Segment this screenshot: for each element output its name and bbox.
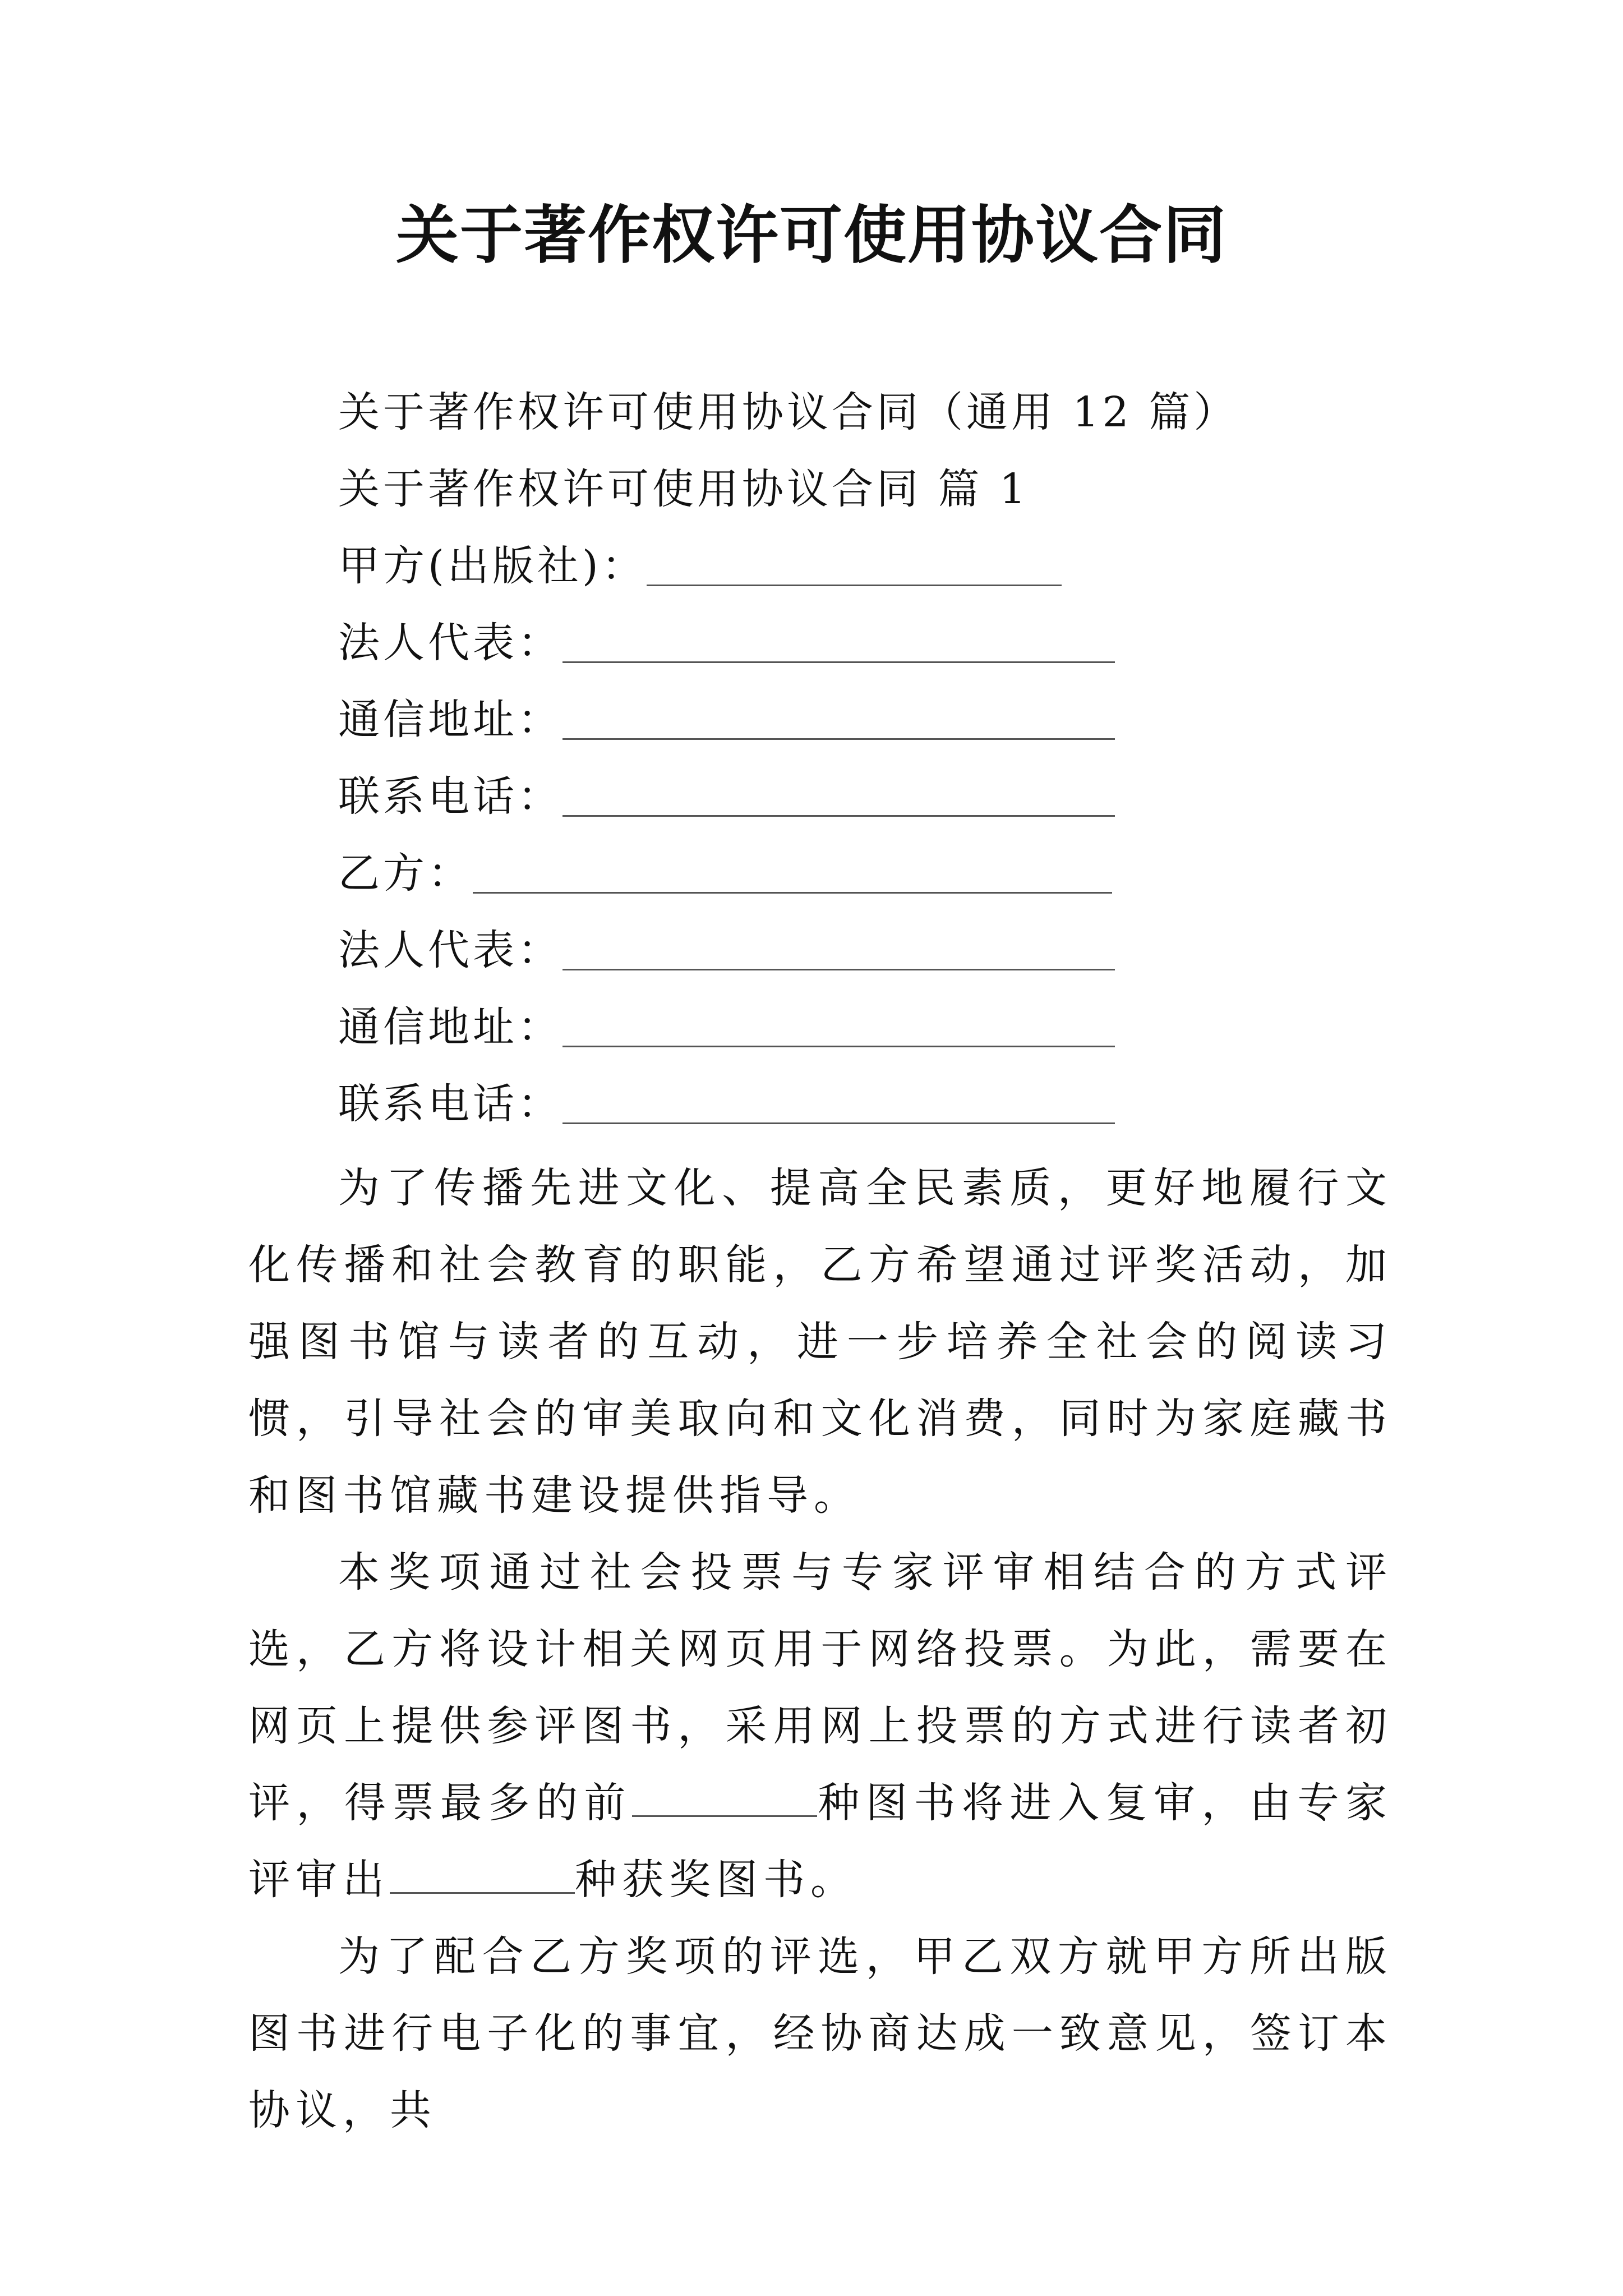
award-count-blank[interactable] bbox=[390, 1855, 575, 1894]
paragraph-voting-part-2: 种图书将进入复审，由专家评审出 bbox=[248, 1779, 1393, 1904]
party-a-address-field bbox=[338, 692, 1115, 748]
document-title: 关于著作权许可使用协议合同 bbox=[396, 199, 1227, 272]
party-a-representative-blank[interactable] bbox=[562, 621, 1115, 663]
party-b-label: 乙方： bbox=[338, 849, 473, 898]
party-a-label: 甲方(出版社)： bbox=[338, 542, 647, 590]
party-b-address-field bbox=[338, 999, 1115, 1055]
party-a-representative-field bbox=[338, 615, 1115, 671]
party-b-field bbox=[338, 845, 1112, 901]
paragraph-agreement: 为了配合乙方奖项的评选，甲乙双方就甲方所出版图书进行电子化的事宜，经协商达成一致意见，签订本协议，共 bbox=[248, 1932, 1393, 2134]
paragraph-voting bbox=[248, 1534, 1393, 1918]
party-a-phone-label: 联系电话： bbox=[338, 772, 562, 821]
section-heading: 关于著作权许可使用协议合同 篇 1 bbox=[338, 465, 1030, 513]
party-a-phone-blank[interactable] bbox=[562, 775, 1115, 817]
party-b-representative-blank[interactable] bbox=[562, 928, 1115, 970]
document-subtitle: 关于著作权许可使用协议合同（通用 12 篇） bbox=[338, 388, 1239, 436]
paragraph-purpose: 为了传播先进文化、提高全民素质，更好地履行文化传播和社会教育的职能，乙方希望通过评奖活动，加强图书馆与读者的互动，进一步培养全社会的阅读习惯，引导社会的审美取向和文化消费，同时为家庭藏书和图书馆藏书建设提供指导。 bbox=[248, 1164, 1393, 1520]
party-a-representative-label: 法人代表： bbox=[338, 619, 562, 667]
paragraph-voting-part-3: 种获奖图书。 bbox=[575, 1856, 857, 1904]
first-round-count-blank[interactable] bbox=[632, 1778, 817, 1817]
party-a-phone-field bbox=[338, 769, 1115, 825]
paragraph-voting-part-1: 本奖项通过社会投票与专家评审相结合的方式评选，乙方将设计相关网页用于网络投票。为此，需要在网页上提供参评图书，采用网上投票的方式进行读者初评，得票最多的前 bbox=[248, 1548, 1393, 1827]
party-b-representative-label: 法人代表： bbox=[338, 926, 562, 974]
party-b-blank[interactable] bbox=[473, 852, 1112, 894]
party-b-address-label: 通信地址： bbox=[338, 1003, 562, 1051]
party-b-phone-label: 联系电话： bbox=[338, 1080, 562, 1128]
party-b-phone-field bbox=[338, 1076, 1115, 1132]
party-b-representative-field bbox=[338, 922, 1115, 978]
party-a-field bbox=[338, 538, 1062, 594]
party-a-blank[interactable] bbox=[647, 544, 1062, 586]
party-a-address-label: 通信地址： bbox=[338, 696, 562, 744]
party-a-address-blank[interactable] bbox=[562, 698, 1115, 740]
party-b-phone-blank[interactable] bbox=[562, 1082, 1115, 1124]
party-b-address-blank[interactable] bbox=[562, 1005, 1115, 1047]
